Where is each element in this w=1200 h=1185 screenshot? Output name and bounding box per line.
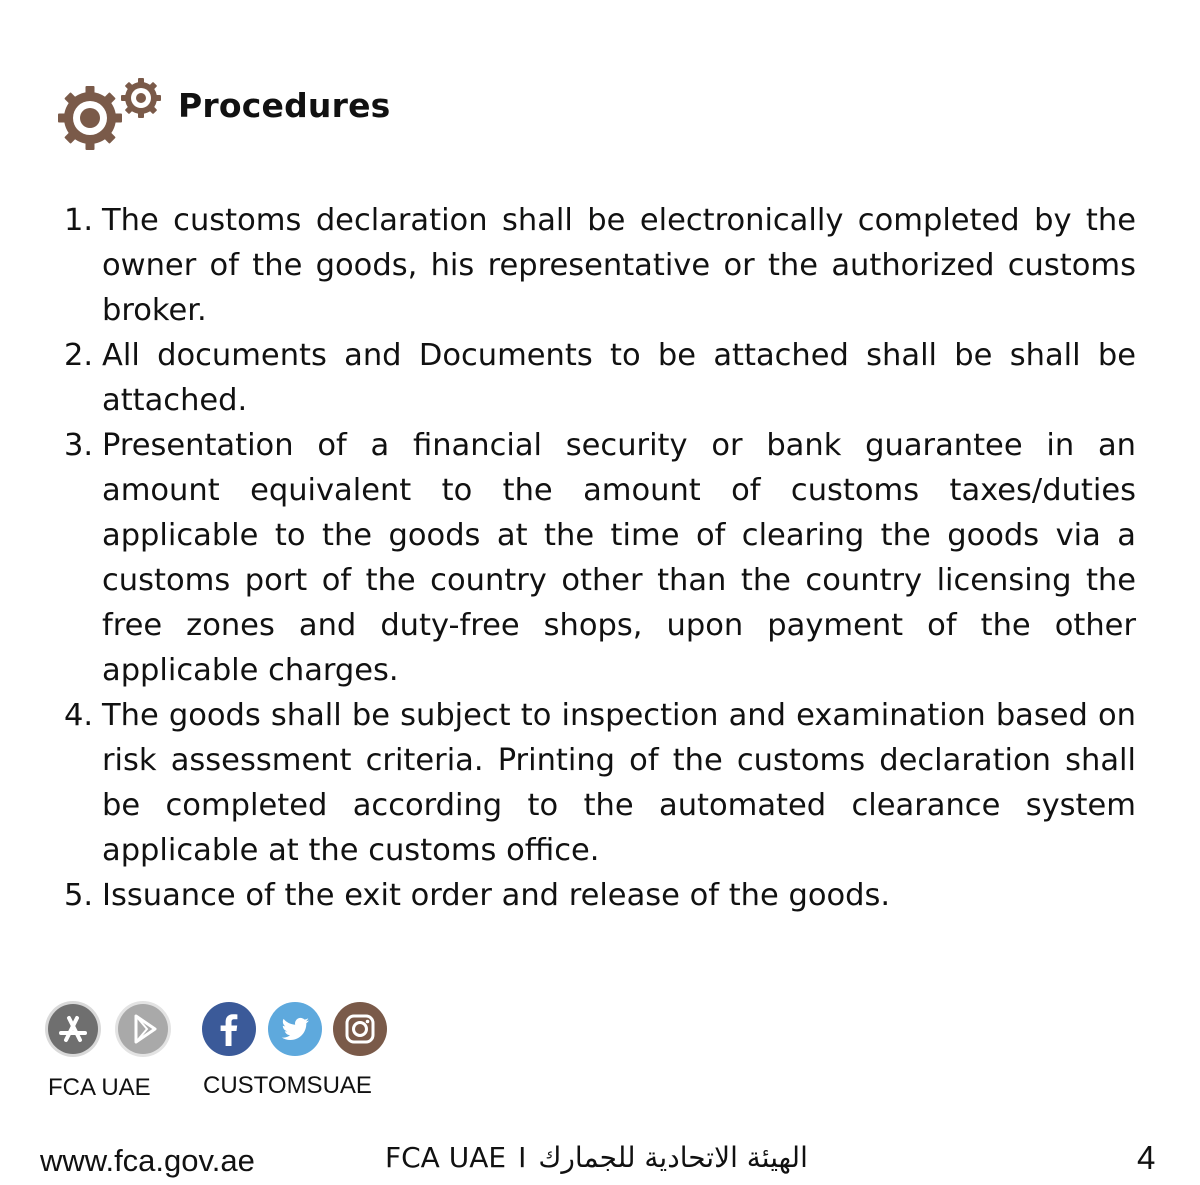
page-footer [0, 1135, 1200, 1185]
procedures-list [64, 198, 1136, 918]
list-item [64, 693, 1136, 873]
social-handle-label: CUSTOMSUAE [203, 1072, 372, 1099]
item-number: 5. [64, 878, 94, 913]
footer-social-links [44, 1000, 424, 1101]
item-text: All documents and Documents to be attached shall be shall be attached. [102, 338, 1136, 418]
item-text: The customs declaration shall be electronically completed by the owner of the goods, his representative or the authorized customs broker. [102, 203, 1136, 328]
item-text: The goods shall be subject to inspection and examination based on risk assessment criteria. Printing of the customs declaration shall be completed according to the automated clearance system applicable at the customs office. [102, 698, 1136, 868]
twitter-icon[interactable] [266, 1000, 324, 1058]
list-item [64, 423, 1136, 693]
app-label: FCA UAE [48, 1074, 151, 1101]
item-number: 4. [64, 698, 94, 733]
google-play-icon[interactable] [114, 1000, 172, 1058]
item-number: 3. [64, 428, 94, 463]
list-item [64, 198, 1136, 333]
page-title: Procedures [178, 86, 391, 125]
list-item [64, 333, 1136, 423]
item-number: 1. [64, 203, 94, 238]
org-name-separator: I [518, 1141, 527, 1174]
org-name-arabic: الهيئة الاتحادية للجمارك [538, 1141, 808, 1174]
list-item [64, 873, 1136, 918]
page-number: 4 [1137, 1139, 1156, 1176]
app-store-icon[interactable] [44, 1000, 102, 1058]
page-header [52, 70, 752, 160]
facebook-icon[interactable] [200, 1000, 258, 1058]
item-text: Presentation of a financial security or bank guarantee in an amount equivalent to the amount of customs taxes/duties applicable to the goods at the time of clearing the goods via a customs port of the country other than the country licensing the free zones and duty-free shops, upon payment of the other applicable charges. [102, 428, 1136, 688]
item-text: Issuance of the exit order and release of the goods. [102, 878, 891, 913]
website-link[interactable]: www.fca.gov.ae [40, 1143, 255, 1178]
gears-icon [52, 70, 164, 156]
item-number: 2. [64, 338, 94, 373]
org-name-english: FCA UAE [385, 1141, 507, 1174]
organization-name [385, 1141, 808, 1174]
instagram-icon[interactable] [331, 1000, 389, 1058]
